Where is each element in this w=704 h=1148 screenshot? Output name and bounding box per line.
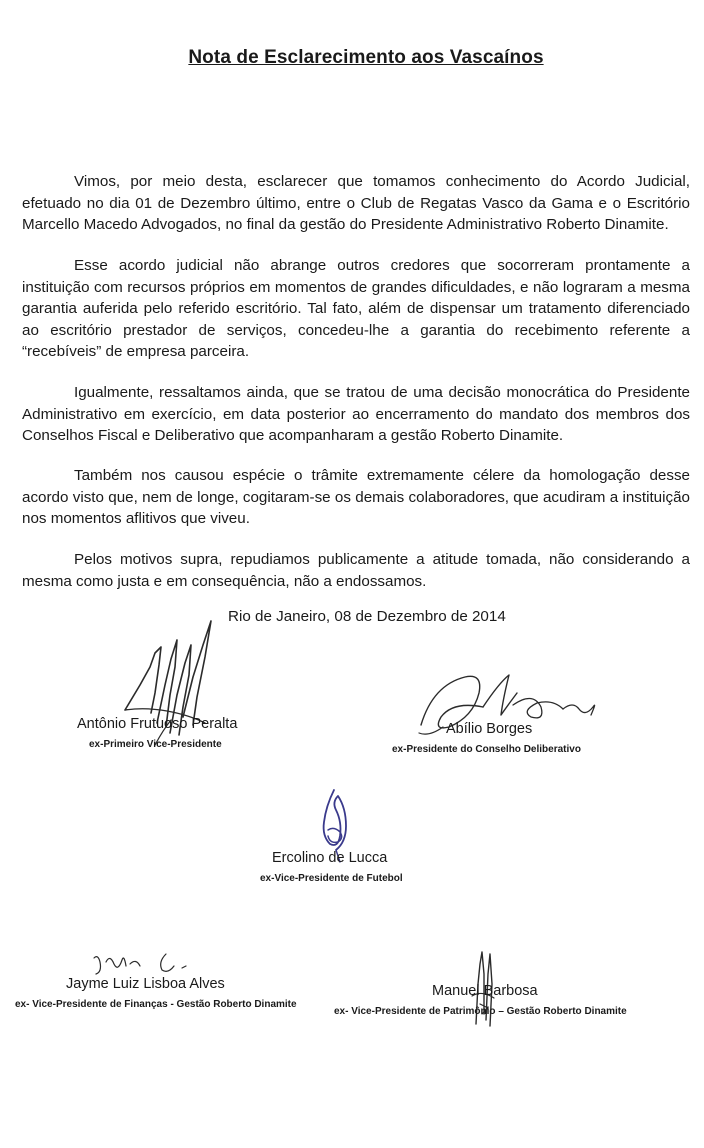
signature-lisboa-alves [88, 948, 198, 978]
signatory-role-borges: ex-Presidente do Conselho Deliberativo [392, 744, 581, 755]
paragraph-1: Vimos, por meio desta, esclarecer que tomamos conhecimento do Acordo Judicial, efetuado no dia 01 de Dezembro último, entre o Club de Regatas Vasco da Gama e o Escritório Marcello Macedo Advogados, no final da gestão do Presidente Administrativo Roberto Dinamite. [22, 173, 690, 233]
signature-borges [413, 665, 603, 755]
paragraph-2: Esse acordo judicial não abrange outros credores que socorreram prontamente a instituição com recursos próprios em momentos de grandes dificuldades, e não lograram a mesma garantia auferida pelo referido escritório. Tal fato, além de dispensar um tratamento diferenciado ao escritório prestador de serviços, concedeu-lhe a garantia do recebimento referente a “recebíveis” de empresa parceira. [22, 257, 690, 360]
signatory-role-lisboa-alves: ex- Vice-Presidente de Finanças - Gestão Roberto Dinamite [15, 999, 297, 1010]
signatory-role-de-lucca: ex-Vice-Presidente de Futebol [260, 873, 403, 884]
paragraph-5: Pelos motivos supra, repudiamos publicamente a atitude tomada, não considerando a mesma como justa e em consequência, não a endossamos. [22, 551, 690, 590]
signatory-name-borges: Abílio Borges [446, 721, 533, 737]
page-title: Nota de Esclarecimento aos Vascaínos [188, 47, 544, 68]
signatory-name-peralta: Antônio Frutuoso Peralta [77, 716, 238, 732]
signatory-role-peralta: ex-Primeiro Vice-Presidente [89, 739, 222, 750]
signatory-name-barbosa: Manuel Barbosa [432, 983, 538, 999]
signatory-role-barbosa: ex- Vice-Presidente de Patrimônio – Gestão Roberto Dinamite [334, 1006, 627, 1017]
signatory-name-de-lucca: Ercolino de Lucca [272, 850, 388, 866]
dateline: Rio de Janeiro, 08 de Dezembro de 2014 [228, 608, 506, 625]
paragraph-4: Também nos causou espécie o trâmite extremamente célere da homologação desse acordo visto que, nem de longe, cogitaram-se os demais colaboradores, que acudiram a instituição nos momentos aflitivos que viveu. [22, 467, 690, 527]
signatory-name-lisboa-alves: Jayme Luiz Lisboa Alves [66, 976, 225, 992]
paragraph-3: Igualmente, ressaltamos ainda, que se tratou de uma decisão monocrática do Presidente Administrativo em exercício, em data posterior ao encerramento do mandato dos membros dos Conselhos Fiscal e Deliberativo que acompanharam a gestão Roberto Dinamite. [22, 384, 690, 444]
